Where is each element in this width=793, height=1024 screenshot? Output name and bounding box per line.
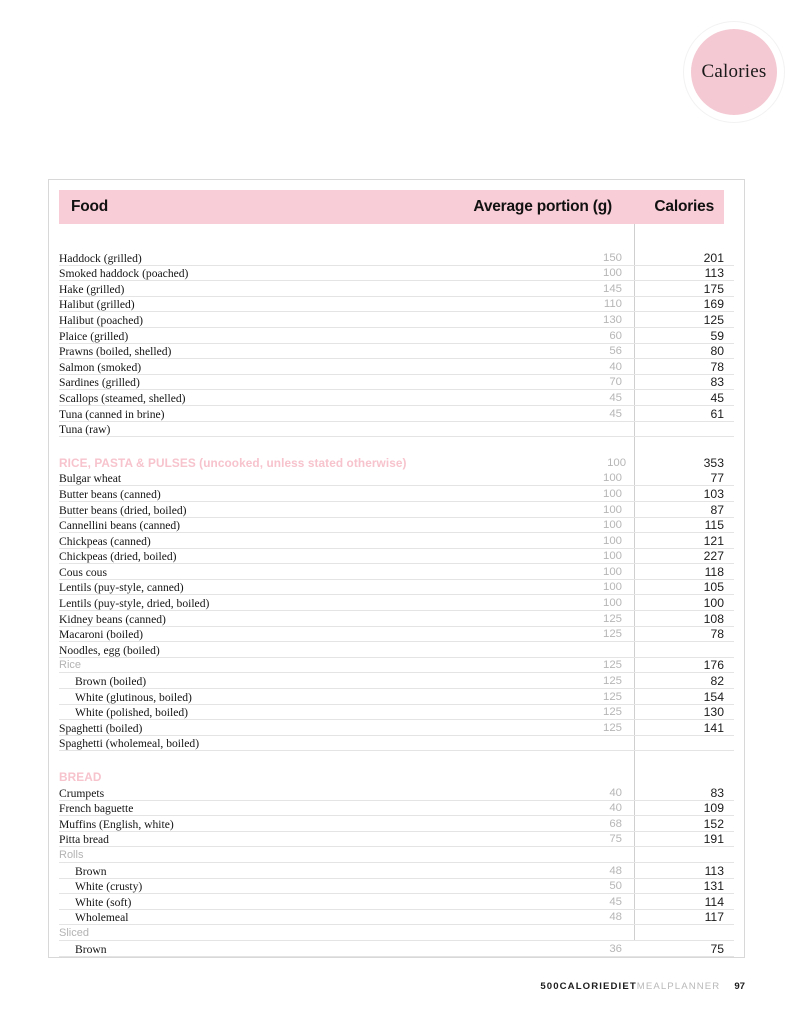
section-heading-row <box>59 769 734 785</box>
calories-badge-label: Calories <box>701 61 767 82</box>
cell-portion: 40 <box>609 802 622 815</box>
cell-calories: 109 <box>703 801 724 816</box>
cell-food: BREAD <box>59 770 102 784</box>
cell-food: Hake (grilled) <box>59 282 125 296</box>
table-row <box>59 736 734 752</box>
table-row <box>59 312 734 328</box>
cell-calories: 141 <box>703 720 724 735</box>
cell-portion: 100 <box>602 534 622 547</box>
cell-portion: 100 <box>602 487 622 500</box>
table-row <box>59 390 734 406</box>
cell-food: Chickpeas (dried, boiled) <box>59 550 177 564</box>
cell-calories: 61 <box>710 406 724 421</box>
cell-portion: 36 <box>609 942 622 955</box>
cell-calories: 176 <box>703 658 724 673</box>
table-row <box>59 406 734 422</box>
cell-calories: 77 <box>710 471 724 486</box>
subgroup-heading-row <box>59 925 734 941</box>
cell-calories: 201 <box>703 250 724 265</box>
table-row <box>59 863 734 879</box>
table-row <box>59 720 734 736</box>
cell-food: Prawns (boiled, shelled) <box>59 345 172 359</box>
table-row <box>59 250 734 266</box>
cell-portion: 48 <box>609 864 622 877</box>
page-number: 97 <box>734 981 745 992</box>
cell-food: White (polished, boiled) <box>75 706 189 720</box>
cell-calories: 113 <box>704 266 724 281</box>
cell-calories: 227 <box>703 549 724 564</box>
cell-food: White (crusty) <box>75 880 143 894</box>
cell-portion: 40 <box>609 360 622 373</box>
cell-food: Crumpets <box>59 786 105 800</box>
table-row <box>59 422 734 438</box>
table-row <box>59 801 734 817</box>
cell-food: Tuna (canned in brine) <box>59 407 165 421</box>
table-row <box>59 832 734 848</box>
cell-portion: 56 <box>609 345 622 358</box>
footer-brand: 500CALORIEDIET <box>540 981 637 992</box>
cell-food: Rice <box>59 659 82 672</box>
cell-calories: 117 <box>704 910 724 925</box>
cell-portion: 110 <box>603 298 622 311</box>
cell-portion: 45 <box>609 895 622 908</box>
cell-food: White (soft) <box>75 895 132 909</box>
cell-food: White (glutinous, boiled) <box>75 690 192 704</box>
cell-portion: 150 <box>602 251 622 264</box>
cell-calories: 83 <box>710 375 724 390</box>
cell-portion: 100 <box>602 267 622 280</box>
table-row <box>59 785 734 801</box>
table-row <box>59 471 734 487</box>
cell-calories: 152 <box>703 816 724 831</box>
table-row <box>59 627 734 643</box>
cell-food: Lentils (puy-style, dried, boiled) <box>59 597 210 611</box>
cell-food: Brown <box>75 942 107 956</box>
table-row <box>59 533 734 549</box>
cell-calories: 121 <box>703 533 724 548</box>
cell-food: Chickpeas (canned) <box>59 534 151 548</box>
table-row <box>59 894 734 910</box>
footer-brand-sub: MEALPLANNER <box>636 981 721 992</box>
cell-food: Muffins (English, white) <box>59 817 174 831</box>
cell-calories: 78 <box>710 627 724 642</box>
cell-food: RICE, PASTA & PULSES (uncooked, unless stated otherwise) <box>59 455 407 470</box>
cell-calories: 115 <box>704 518 724 533</box>
cell-food: Salmon (smoked) <box>59 360 142 374</box>
cell-food: Lentils (puy-style, canned) <box>59 581 184 595</box>
cell-calories: 169 <box>703 297 724 312</box>
calories-badge-circle <box>691 29 777 115</box>
section-heading-row <box>59 455 734 471</box>
table-row <box>59 816 734 832</box>
cell-food: Cannellini beans (canned) <box>59 519 181 533</box>
table-row <box>59 502 734 518</box>
column-header-food: Food <box>71 198 109 215</box>
cell-food: Bulgar wheat <box>59 472 122 486</box>
cell-food: Haddock (grilled) <box>59 251 142 265</box>
table-row <box>59 375 734 391</box>
cell-portion: 75 <box>609 833 622 846</box>
cell-calories: 75 <box>710 941 724 956</box>
cell-portion: 130 <box>602 313 622 326</box>
cell-food: Spaghetti (wholemeal, boiled) <box>59 737 200 751</box>
cell-calories: 175 <box>703 281 724 296</box>
cell-food: Wholemeal <box>75 911 129 925</box>
cell-portion: 50 <box>609 880 622 893</box>
table-row <box>59 689 734 705</box>
table-row <box>59 297 734 313</box>
cell-calories: 59 <box>710 328 724 343</box>
cell-food: Butter beans (dried, boiled) <box>59 503 187 517</box>
cell-food: Sliced <box>59 926 89 939</box>
section-gap <box>59 437 734 455</box>
cell-portion: 100 <box>602 581 622 594</box>
cell-portion: 125 <box>602 706 622 719</box>
cell-calories: 191 <box>703 832 724 847</box>
cell-calories: 82 <box>710 674 724 689</box>
column-header-portion: Average portion (g) <box>473 198 612 215</box>
table-row <box>59 705 734 721</box>
table-row <box>59 879 734 895</box>
table-row <box>59 564 734 580</box>
cell-calories: 154 <box>703 689 724 704</box>
cell-food: Scallops (steamed, shelled) <box>59 391 186 405</box>
cell-calories: 87 <box>710 502 724 517</box>
cell-portion: 70 <box>609 376 622 389</box>
cell-portion: 40 <box>609 786 622 799</box>
cell-portion: 68 <box>609 817 622 830</box>
header-spacer <box>59 224 734 250</box>
table-row <box>59 518 734 534</box>
cell-calories: 78 <box>710 359 724 374</box>
cell-calories: 108 <box>703 611 724 626</box>
section-gap <box>59 751 734 769</box>
cell-calories: 118 <box>704 564 724 579</box>
table-header-row <box>59 190 724 224</box>
cell-portion: 145 <box>602 282 622 295</box>
cell-portion: 125 <box>602 721 622 734</box>
cell-portion: 60 <box>609 329 622 342</box>
table-row <box>59 673 734 689</box>
cell-food: Butter beans (canned) <box>59 487 161 501</box>
cell-food: Brown <box>75 864 107 878</box>
cell-food: French baguette <box>59 802 134 816</box>
table-row <box>59 611 734 627</box>
cell-portion: 48 <box>609 911 622 924</box>
table-row <box>59 910 734 926</box>
cell-food: Smoked haddock (poached) <box>59 267 189 281</box>
table-row <box>59 281 734 297</box>
cell-food: Pitta bread <box>59 833 109 847</box>
column-header-calories: Calories <box>654 198 714 215</box>
cell-portion: 100 <box>602 472 622 485</box>
cell-calories: 103 <box>703 486 724 501</box>
subgroup-heading-row <box>59 658 734 674</box>
table-row <box>59 486 734 502</box>
cell-portion: 125 <box>602 628 622 641</box>
cell-portion: 45 <box>609 407 622 420</box>
cell-calories: 114 <box>704 894 724 909</box>
cell-food: Rolls <box>59 848 84 861</box>
cell-portion: 125 <box>602 675 622 688</box>
cell-portion: 125 <box>602 612 622 625</box>
cell-food: Noodles, egg (boiled) <box>59 643 160 657</box>
cell-calories: 130 <box>703 705 724 720</box>
cell-food: Cous cous <box>59 565 107 579</box>
calories-badge <box>684 22 784 122</box>
cell-calories: 100 <box>703 596 724 611</box>
table-row <box>59 580 734 596</box>
table-row <box>59 642 734 658</box>
cell-portion: 100 <box>602 597 622 610</box>
cell-portion: 125 <box>602 690 622 703</box>
cell-food: Halibut (grilled) <box>59 298 135 312</box>
cell-food: Plaice (grilled) <box>59 329 129 343</box>
table-row <box>59 941 734 957</box>
cell-portion: 100 <box>602 503 622 516</box>
cell-portion: 100 <box>602 519 622 532</box>
cell-calories: 353 <box>703 455 724 470</box>
cell-food: Kidney beans (canned) <box>59 612 166 626</box>
cell-calories: 113 <box>704 863 724 878</box>
page-footer <box>0 981 745 992</box>
cell-calories: 105 <box>703 580 724 595</box>
cell-calories: 83 <box>710 785 724 800</box>
cell-portion: 100 <box>607 456 627 469</box>
table-inner <box>59 190 734 957</box>
cell-food: Sardines (grilled) <box>59 376 140 390</box>
cell-portion: 100 <box>602 550 622 563</box>
cell-food: Macaroni (boiled) <box>59 628 144 642</box>
cell-food: Spaghetti (boiled) <box>59 721 143 735</box>
cell-calories: 125 <box>703 312 724 327</box>
cell-food: Tuna (raw) <box>59 423 111 437</box>
table-row <box>59 549 734 565</box>
table-row <box>59 328 734 344</box>
table-row <box>59 266 734 282</box>
cell-portion: 45 <box>609 391 622 404</box>
table-row <box>59 359 734 375</box>
cell-calories: 80 <box>710 344 724 359</box>
subgroup-heading-row <box>59 847 734 863</box>
table-row <box>59 595 734 611</box>
cell-calories: 131 <box>703 879 724 894</box>
cell-portion: 100 <box>602 565 622 578</box>
cell-food: Brown (boiled) <box>75 675 147 689</box>
cell-food: Halibut (poached) <box>59 313 144 327</box>
table-body <box>59 250 734 957</box>
table-row <box>59 344 734 360</box>
cell-portion: 125 <box>602 659 622 672</box>
calorie-table <box>48 179 745 958</box>
cell-calories: 45 <box>710 390 724 405</box>
